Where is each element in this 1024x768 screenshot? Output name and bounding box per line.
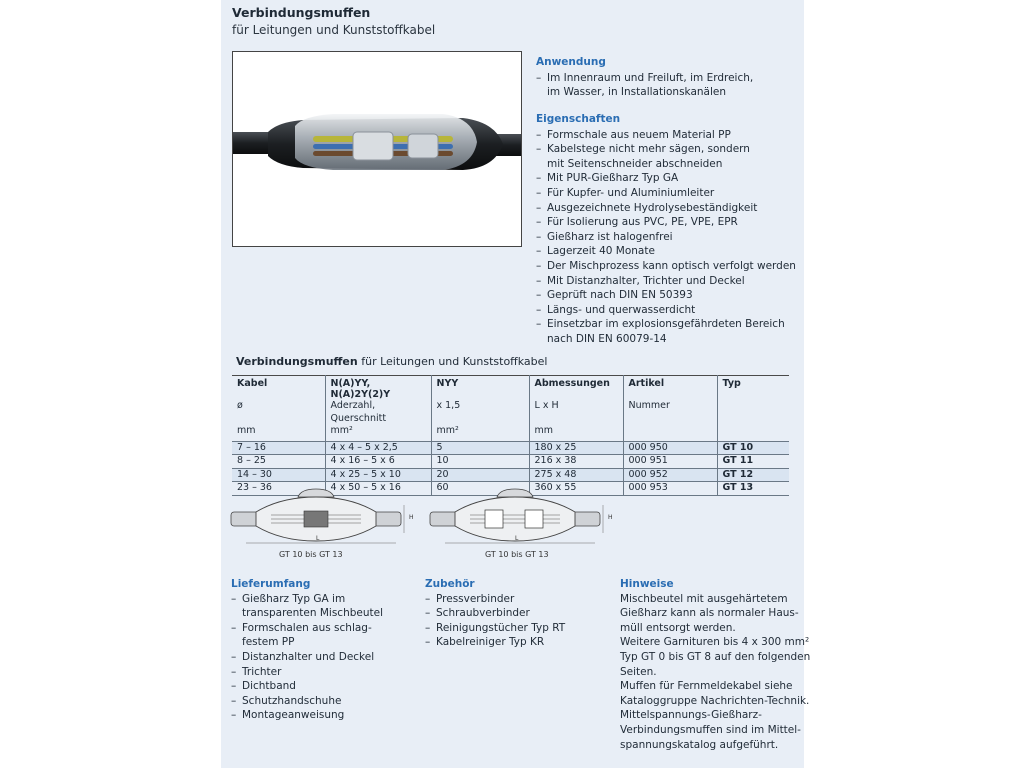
eigenschaften-item: – Geprüft nach DIN EN 50393 <box>536 288 796 303</box>
lieferumfang-item: – Distanzhalter und Deckel <box>231 650 383 665</box>
hinweise-line: Gießharz kann als normaler Haus- <box>620 607 799 620</box>
anwendung-section <box>536 55 753 100</box>
zubehoer-item: – Schraubverbinder <box>425 606 565 621</box>
column-subheader: ø <box>237 400 243 411</box>
lieferumfang-item: – Formschalen aus schlag- festem PP <box>231 621 383 650</box>
hinweise-line: Typ GT 0 bis GT 8 auf den folgenden <box>620 650 811 663</box>
eigenschaften-section <box>536 112 796 347</box>
cell-aderzahl: 4 x 4 – 5 x 2,5 <box>325 441 431 455</box>
column-header: Abmessungen <box>529 376 623 401</box>
table-title-rest: für Leitungen und Kunststoffkabel <box>357 355 548 368</box>
cell-nyy: 10 <box>431 455 529 469</box>
zubehoer-heading: Zubehör <box>425 578 475 590</box>
lieferumfang-item: – Montageanweisung <box>231 708 383 723</box>
cell-typ: GT 12 <box>717 468 789 482</box>
column-subheader: Aderzahl, Querschnitt <box>325 400 431 425</box>
lieferumfang-item: – Gießharz Typ GA im transparenten Mischbeutel <box>231 592 383 621</box>
drawing-caption-2: GT 10 bis GT 13 <box>485 550 549 559</box>
lieferumfang-section <box>231 577 383 723</box>
zubehoer-section <box>425 577 565 650</box>
cell-abmessungen: 360 x 55 <box>529 482 623 496</box>
eigenschaften-item: – Lagerzeit 40 Monate <box>536 244 796 259</box>
hinweise-line: Muffen für Fernmeldekabel siehe <box>620 680 793 693</box>
eigenschaften-item: – Einsetzbar im explosionsgefährdeten Bereich nach DIN EN 60079-14 <box>536 317 796 346</box>
column-unit: mm² <box>325 425 431 441</box>
eigenschaften-item: – Für Kupfer- und Aluminiumleiter <box>536 186 796 201</box>
column-unit: mm <box>529 425 623 441</box>
eigenschaften-item: – Mit PUR-Gießharz Typ GA <box>536 171 796 186</box>
eigenschaften-item: – Gießharz ist halogenfrei <box>536 230 796 245</box>
lieferumfang-item: – Trichter <box>231 665 383 680</box>
cell-typ: GT 13 <box>717 482 789 496</box>
cell-abmessungen: 216 x 38 <box>529 455 623 469</box>
column-subheader <box>717 400 789 425</box>
spec-table <box>232 375 789 496</box>
eigenschaften-item: – Für Isolierung aus PVC, PE, VPE, EPR <box>536 215 796 230</box>
zubehoer-item: – Kabelreiniger Typ KR <box>425 635 565 650</box>
cell-aderzahl: 4 x 16 – 5 x 6 <box>325 455 431 469</box>
table-header-row <box>232 376 789 401</box>
cell-abmessungen: 180 x 25 <box>529 441 623 455</box>
cell-aderzahl: 4 x 25 – 5 x 10 <box>325 468 431 482</box>
column-header: Typ <box>717 376 789 401</box>
hinweise-line: Seiten. <box>620 665 657 678</box>
column-header: Artikel <box>623 376 717 401</box>
zubehoer-item: – Reinigungstücher Typ RT <box>425 621 565 636</box>
drawing-caption-1: GT 10 bis GT 13 <box>279 550 343 559</box>
cell-artikel: 000 952 <box>623 468 717 482</box>
eigenschaften-item: – Formschale aus neuem Material PP <box>536 128 796 143</box>
hinweise-line: Mittelspannungs-Gießharz- <box>620 709 762 722</box>
table-title <box>236 355 547 368</box>
column-unit: mm² <box>431 425 529 441</box>
cell-aderzahl: 4 x 50 – 5 x 16 <box>325 482 431 496</box>
lieferumfang-item: – Schutzhandschuhe <box>231 694 383 709</box>
joint-drawing-1 <box>226 485 416 545</box>
column-unit <box>717 425 789 441</box>
cell-abmessungen: 275 x 48 <box>529 468 623 482</box>
column-header: N(A)YY, N(A)2Y(2)Y <box>325 376 431 401</box>
cell-artikel: 000 950 <box>623 441 717 455</box>
anwendung-heading: Anwendung <box>536 56 606 68</box>
page-subtitle: für Leitungen und Kunststoffkabel <box>232 23 436 37</box>
column-header: Kabel <box>237 378 268 389</box>
column-unit <box>623 425 717 441</box>
hinweise-line: Weitere Garnituren bis 4 x 300 mm² <box>620 636 810 649</box>
table-unit-row <box>232 425 789 441</box>
cell-artikel: 000 953 <box>623 482 717 496</box>
dim-l-label: L <box>515 535 519 542</box>
cable-joint-image <box>233 52 522 247</box>
anwendung-item: – Im Innenraum und Freiluft, im Erdreich, im Wasser, in Installationskanälen <box>536 71 753 100</box>
cell-typ: GT 10 <box>717 441 789 455</box>
hinweise-line: müll entsorgt werden. <box>620 621 736 634</box>
cell-typ: GT 11 <box>717 455 789 469</box>
column-subheader: Nummer <box>623 400 717 425</box>
eigenschaften-item: – Kabelstege nicht mehr sägen, sondern mit Seitenschneider abschneiden <box>536 142 796 171</box>
joint-drawing-2 <box>425 485 615 545</box>
cell-kabel: 8 – 25 <box>237 455 266 466</box>
eigenschaften-item: – Der Mischprozess kann optisch verfolgt werden <box>536 259 796 274</box>
eigenschaften-item: – Mit Distanzhalter, Trichter und Deckel <box>536 274 796 289</box>
column-header: NYY <box>431 376 529 401</box>
table-subheader-row <box>232 400 789 425</box>
cell-kabel: 7 – 16 <box>237 441 266 453</box>
cell-nyy: 20 <box>431 468 529 482</box>
column-subheader: L x H <box>529 400 623 425</box>
hinweise-section <box>620 577 810 752</box>
table-row <box>232 441 789 455</box>
lieferumfang-item: – Dichtband <box>231 679 383 694</box>
eigenschaften-item: – Längs- und querwasserdicht <box>536 303 796 318</box>
cell-nyy: 5 <box>431 441 529 455</box>
cell-kabel: 23 – 36 <box>237 482 272 493</box>
table-row <box>232 455 789 469</box>
dim-l-label: L <box>316 535 320 542</box>
zubehoer-item: – Pressverbinder <box>425 592 565 607</box>
lieferumfang-heading: Lieferumfang <box>231 578 311 590</box>
hinweise-line: Kataloggruppe Nachrichten-Technik. <box>620 694 810 707</box>
table-row <box>232 468 789 482</box>
cell-artikel: 000 951 <box>623 455 717 469</box>
column-subheader: x 1,5 <box>431 400 529 425</box>
hinweise-line: Mischbeutel mit ausgehärtetem <box>620 592 788 605</box>
eigenschaften-item: – Ausgezeichnete Hydrolysebeständigkeit <box>536 201 796 216</box>
product-photo <box>232 51 522 247</box>
column-unit: mm <box>237 425 256 436</box>
dim-h-label: H <box>409 514 414 521</box>
hinweise-line: Verbindungsmuffen sind im Mittel- <box>620 723 801 736</box>
cell-kabel: 14 – 30 <box>237 468 272 480</box>
cell-nyy: 60 <box>431 482 529 496</box>
page-title: Verbindungsmuffen <box>232 5 371 20</box>
dim-h-label: H <box>608 514 613 521</box>
hinweise-heading: Hinweise <box>620 578 674 590</box>
hinweise-line: spannungskatalog aufgeführt. <box>620 738 779 751</box>
table-title-bold: Verbindungsmuffen <box>236 355 358 368</box>
eigenschaften-heading: Eigenschaften <box>536 113 621 125</box>
